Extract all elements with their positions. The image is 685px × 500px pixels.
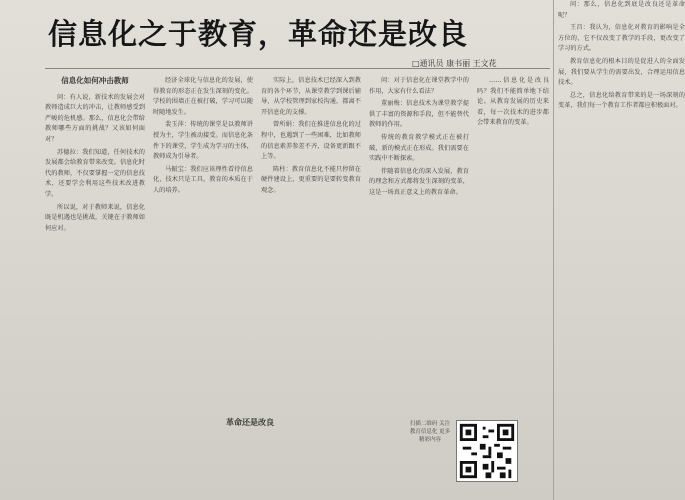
section-subhead: 信息化如何冲击教师 — [61, 76, 129, 85]
paragraph: 苏德拉：我们知道，任何技术的发展都会给教育带来改变。信息化时代的教师，不仅要掌握一定的信息技术，还要学会利用这些技术改进教学。 — [45, 148, 145, 198]
paragraph: 问：那么，信息化到底是改良还是革命呢？ — [558, 1, 685, 19]
paragraph: 裴玉萍：传统的课堂是以教师讲授为主，学生被动接受。而信息化条件下的课堂，学生成为学习的主体，教师成为引导者。 — [153, 121, 253, 161]
paragraph: 传统的教育教学模式正在被打破，新的模式正在形成。我们需要在实践中不断探索。 — [369, 133, 469, 163]
paragraph: ……信息化是改良吗？我们不能简单地下结论。从教育发展的历史来看，每一次技术的进步都会带来教育的变革。 — [477, 77, 549, 127]
article-column-5 — [477, 76, 549, 406]
paragraph: 所以说，对于教师来说，信息化既是机遇也是挑战，关键在于教师如何应对。 — [45, 203, 145, 232]
paragraph: 总之，信息化给教育带来的是一场深刻的变革，我们每一个教育工作者都应积极面对。 — [558, 91, 685, 110]
paragraph: 问：有人说，新技术的发展会对教师造成巨大的冲击，让教师感受到严峻的危机感。那么，信息化会带给教师哪些方面的挑战？又该如何面对？ — [45, 93, 145, 143]
paragraph: 教育信息化的根本目的是促进人的全面发展，我们要从学生的需要出发，合理运用信息技术。 — [558, 57, 685, 87]
section-subhead-2: 革命还是改良 — [226, 418, 274, 427]
qr-caption: 扫描二维码 关注教育信息化 更多精彩内容 — [409, 421, 451, 443]
paragraph: 马振宝：我们应该理性看待信息化，技术只是工具，教育的本质在于人的培养。 — [153, 165, 253, 194]
article-byline: □通讯员 康书丽 王文花 — [412, 59, 497, 68]
paragraph: 曾所娟：我们在推进信息化的过程中，也遇到了一些困难，比如教师的信息素养参差不齐，设备更新跟不上等。 — [261, 121, 361, 161]
article-column-3 — [261, 76, 361, 491]
paragraph: 问：对于信息化在课堂教学中的作用，大家有什么看法？ — [369, 77, 469, 95]
article-column-2 — [153, 76, 253, 406]
headline-rule — [45, 68, 550, 69]
paragraph: 伴随着信息化的深入发展，教育的理念和方式都将发生深刻的变革，这是一场真正意义上的教育革命。 — [369, 167, 469, 196]
paragraph: 董丽梅：信息技术为课堂教学提供了丰富的资源和手段，但不能替代教师的作用。 — [369, 100, 469, 129]
right-column-article — [553, 0, 685, 500]
paragraph: 经济全球化与信息化的发展，使得教育的形态正在发生深刻的变化。学校的围墙正在被打破，学习可以随时随地发生。 — [153, 77, 253, 116]
paragraph: 陈柱：教育信息化不能只停留在硬件建设上，更重要的是要转变教育观念。 — [261, 165, 361, 194]
paragraph: 王昌：我认为，信息化对教育的影响是全方位的，它不仅改变了教学的手段，更改变了学习的方式。 — [558, 24, 685, 53]
paragraph: 实际上，信息技术已经深入到教育的各个环节，从课堂教学到课后辅导，从学校管理到家校沟通，都离不开信息化的支撑。 — [261, 77, 361, 116]
article-headline: 信息化之于教育，革命还是改良 — [48, 17, 469, 51]
article-column-1 — [45, 76, 145, 491]
article-column-4 — [369, 76, 469, 406]
qr-code[interactable] — [456, 420, 518, 482]
